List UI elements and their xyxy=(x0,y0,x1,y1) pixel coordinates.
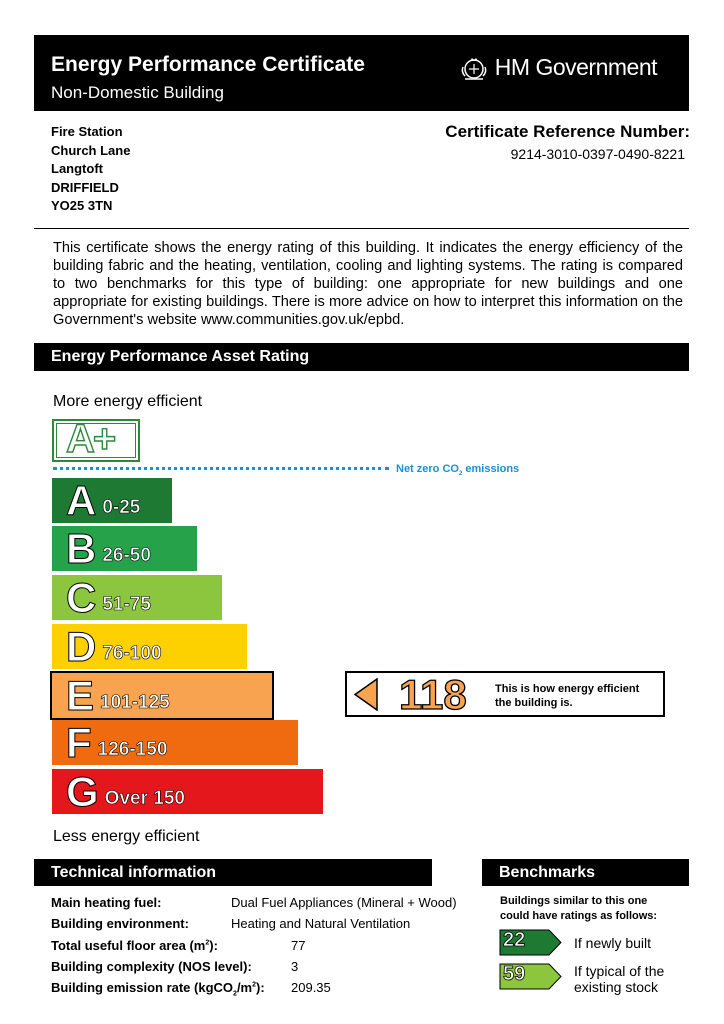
address-line: DRIFFIELD xyxy=(51,179,119,195)
address-line: Fire Station xyxy=(51,124,123,139)
certificate-reference-number: 9214-3010-0397-0490-8221 xyxy=(510,146,685,162)
tech-key: Building environment: xyxy=(51,916,189,931)
band-g xyxy=(52,769,323,814)
tech-key: Total useful floor area $(m^2)$: xyxy=(51,938,218,953)
band-b xyxy=(52,526,197,571)
band-letter: E xyxy=(66,672,95,719)
band-f xyxy=(52,720,298,765)
divider xyxy=(34,228,689,229)
current-rating-value: 118 xyxy=(399,671,467,718)
document-subtitle: Non-Domestic Building xyxy=(51,83,224,102)
building-address xyxy=(51,123,130,216)
address-line: YO25 3TN xyxy=(51,198,113,213)
certificate-reference-label: Certificate Reference Number: xyxy=(445,122,690,141)
band-range: 101-125 xyxy=(100,692,170,713)
band-e xyxy=(52,673,272,718)
document-title: Energy Performance Certificate xyxy=(51,53,365,76)
tech-value: 77 xyxy=(291,938,306,953)
net-zero-line xyxy=(53,467,389,470)
address-line: Langtoft xyxy=(51,161,103,176)
tech-key: Building emission rate $(kgCO_2/m^2)$: xyxy=(51,980,265,998)
band-letter: G xyxy=(66,768,99,815)
benchmark-typical-label: If typical of the existing stock xyxy=(574,963,665,995)
band-range: 26-50 xyxy=(102,545,151,566)
more-efficient-label: More energy efficient xyxy=(53,393,203,410)
benchmark-new-badge xyxy=(499,929,562,956)
band-letter: C xyxy=(66,574,97,621)
hm-government-logo xyxy=(459,54,657,81)
band-range: 76-100 xyxy=(102,643,162,664)
rating-pointer-icon xyxy=(353,678,379,711)
band-a xyxy=(52,478,172,523)
band-d xyxy=(52,624,247,669)
band-letter: B xyxy=(66,525,97,572)
current-rating-text: This is how energy efficient the building is. xyxy=(495,683,640,709)
net-zero-label: Net zero $CO_2$ emissions xyxy=(396,463,520,478)
band-letter: D xyxy=(66,623,97,670)
technical-heading: Technical information xyxy=(34,859,432,886)
government-label: HM Government xyxy=(494,54,657,80)
tech-key: Main heating fuel: xyxy=(51,895,162,910)
intro-paragraph: This certificate shows the energy rating of this building. It indicates the energy efficiency of the building fabric and the heating, ventilation, cooling and lighting systems. The rating is compared to two benchmarks for this type of building: one appropriate for new buildings and one appropriate for existing buildings. There is more advice on how to interpret this information on the Government's website www.communities.gov.uk/epbd. xyxy=(53,240,683,328)
benchmark-typical-badge xyxy=(499,963,562,990)
asset-rating-heading: Energy Performance Asset Rating xyxy=(34,343,689,371)
royal-crest-icon xyxy=(459,55,489,81)
band-letter: F xyxy=(66,719,92,766)
band-c xyxy=(52,575,222,620)
band-range: 126-150 xyxy=(97,739,168,760)
tech-value: Heating and Natural Ventilation xyxy=(231,916,411,931)
address-line: Church Lane xyxy=(51,142,131,158)
certificate-reference xyxy=(445,122,690,162)
benchmarks-intro: Buildings similar to this one could have ratings as follows: xyxy=(500,895,658,922)
band-aplus xyxy=(52,419,140,462)
tech-value: 209.35 xyxy=(291,980,331,995)
current-rating-indicator xyxy=(345,671,665,717)
certificate-header xyxy=(34,35,689,111)
band-aplus-label: A+ xyxy=(66,417,115,461)
tech-key: Building complexity (NOS level): xyxy=(51,959,252,974)
less-efficient-label: Less energy efficient xyxy=(53,828,200,845)
tech-value: 3 xyxy=(291,959,299,974)
benchmark-new-label: If newly built xyxy=(574,935,652,951)
band-range: 51-75 xyxy=(102,594,151,615)
band-letter: A xyxy=(66,477,97,524)
band-range: 0-25 xyxy=(102,497,141,518)
benchmarks-heading: Benchmarks xyxy=(482,859,689,886)
tech-value: Dual Fuel Appliances (Mineral + Wood) xyxy=(231,895,457,910)
band-range: Over 150 xyxy=(104,788,185,809)
benchmark-typical-value: 59 xyxy=(503,963,526,985)
benchmark-new-value: 22 xyxy=(503,929,526,951)
